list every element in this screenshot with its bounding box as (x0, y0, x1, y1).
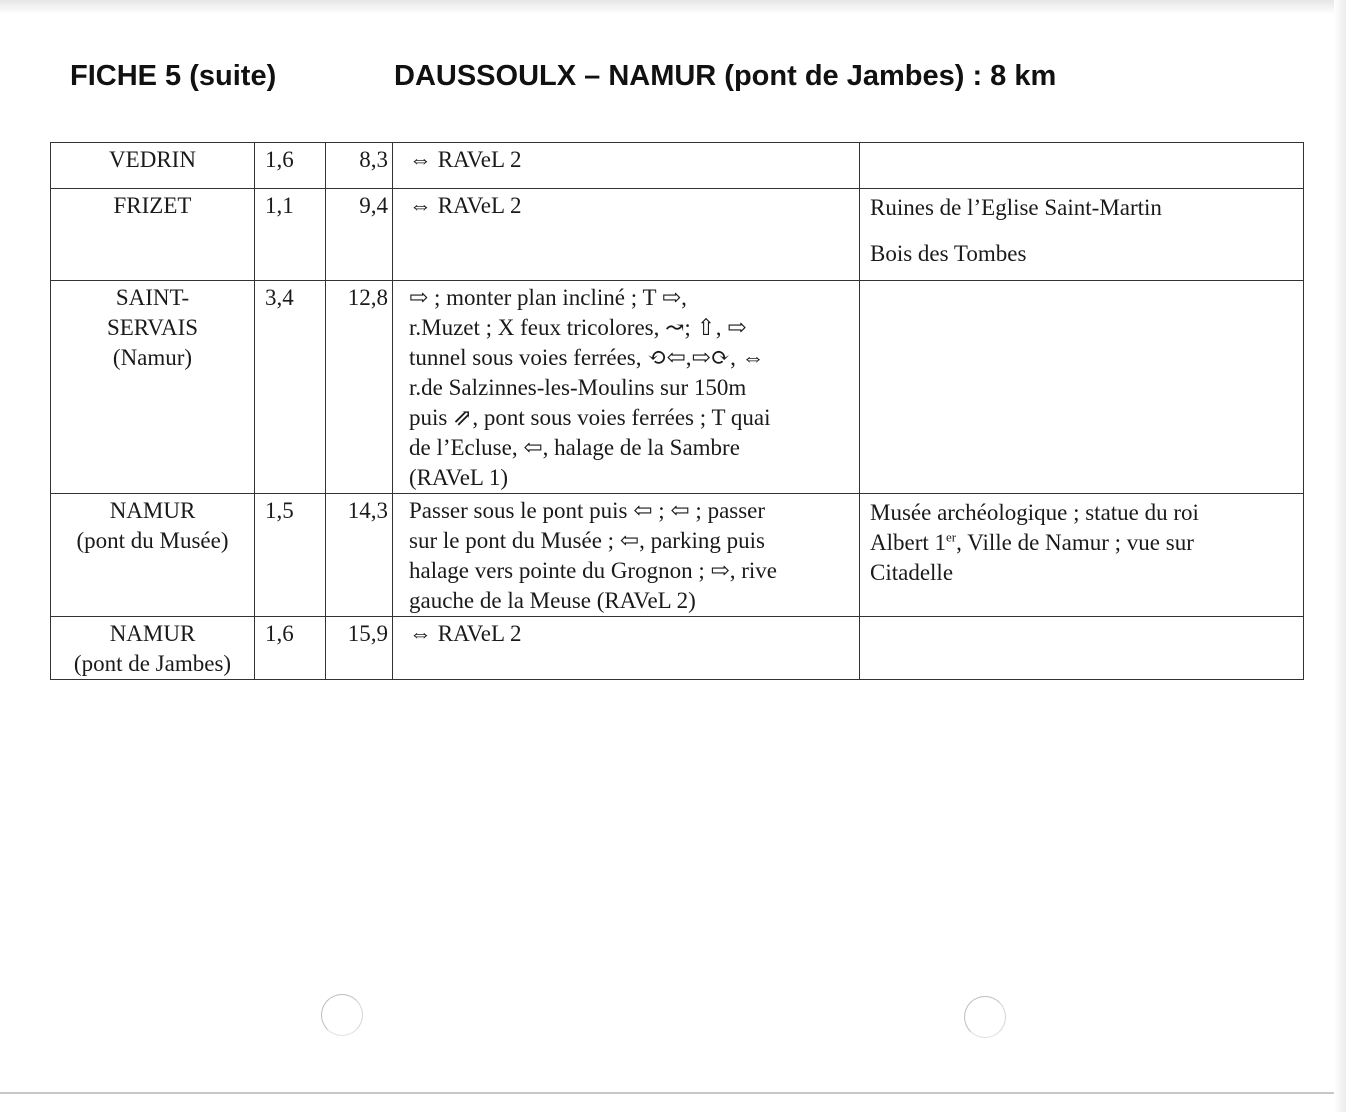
directions-text: ⇔ RAVeL 2 (409, 193, 522, 218)
place-cell (51, 189, 255, 281)
distance-cell: 1,6 (255, 617, 326, 680)
distance-cell: 3,4 (255, 281, 326, 494)
table-row (51, 189, 1304, 281)
place-name: FRIZET (113, 193, 192, 218)
notes-cell (860, 143, 1304, 189)
table-row (51, 281, 1304, 494)
place-cell (51, 494, 255, 617)
scan-edge-bottom (0, 1092, 1334, 1094)
place-name: NAMUR (109, 621, 196, 646)
table-row (51, 617, 1304, 680)
distance-cell: 1,5 (255, 494, 326, 617)
place-name: (Namur) (112, 345, 193, 370)
place-name: NAMUR (109, 498, 196, 523)
note-fragment: , Ville de Namur ; vue sur (956, 530, 1194, 555)
notes-cell (860, 494, 1304, 617)
directions-cell (393, 189, 860, 281)
directions-cell (393, 281, 860, 494)
note-line (870, 528, 1295, 558)
cumulative-cell: 15,9 (326, 617, 393, 680)
cumulative-cell: 12,8 (326, 281, 393, 494)
notes-cell (860, 189, 1304, 281)
notes-cell (860, 617, 1304, 680)
page-heading (0, 60, 1346, 104)
route-title: DAUSSOULX – NAMUR (pont de Jambes) : 8 km (394, 60, 1057, 92)
directions-text: ⇔ RAVeL 2 (409, 621, 522, 646)
table-row (51, 494, 1304, 617)
place-cell (51, 617, 255, 680)
note-line: Ruines de l’Eglise Saint-Martin (870, 195, 1162, 220)
directions-text: ⇨ ; monter plan incliné ; T ⇨, r.Muzet ; X feux tricolores, ↝; ⇧, ⇨ tunnel sous voies ferrées, ⟲⇦,⇨⟳, ⇔ r.de Salzinnes-les-Moulins sur 150m puis ⇗, pont sous voies ferrées ; T quai de l’Ecluse, ⇦, halage de la Sambre (RAVeL 1) (409, 285, 771, 490)
scan-edge-top (0, 0, 1346, 14)
directions-cell (393, 494, 860, 617)
note-line: Musée archéologique ; statue du roi (870, 500, 1199, 525)
route-table (50, 142, 1304, 680)
fiche-title: FICHE 5 (suite) (70, 60, 277, 92)
note-line: Bois des Tombes (870, 241, 1027, 266)
table-row (51, 143, 1304, 189)
note-fragment: Albert 1 (870, 530, 947, 555)
place-cell (51, 143, 255, 189)
place-name: SAINT- (115, 285, 190, 310)
cumulative-cell: 8,3 (326, 143, 393, 189)
place-name: (pont de Jambes) (73, 651, 232, 676)
place-name: (pont du Musée) (76, 528, 229, 553)
punch-hole (321, 994, 363, 1036)
cumulative-cell: 9,4 (326, 189, 393, 281)
note-superscript: er (946, 529, 957, 545)
directions-cell (393, 617, 860, 680)
directions-text: ⇔ RAVeL 2 (409, 147, 522, 172)
place-name: VEDRIN (109, 147, 196, 172)
distance-cell: 1,6 (255, 143, 326, 189)
punch-hole (964, 996, 1006, 1038)
distance-cell: 1,1 (255, 189, 326, 281)
cumulative-cell: 14,3 (326, 494, 393, 617)
directions-text: Passer sous le pont puis ⇦ ; ⇦ ; passer sur le pont du Musée ; ⇦, parking puis halage vers pointe du Grognon ; ⇨, rive gauche de la Meuse (RAVeL 2) (409, 498, 778, 613)
notes-cell (860, 281, 1304, 494)
note-line: Citadelle (870, 560, 954, 585)
scan-edge-right (1334, 0, 1346, 1112)
directions-cell (393, 143, 860, 189)
place-name: SERVAIS (106, 315, 199, 340)
place-cell (51, 281, 255, 494)
